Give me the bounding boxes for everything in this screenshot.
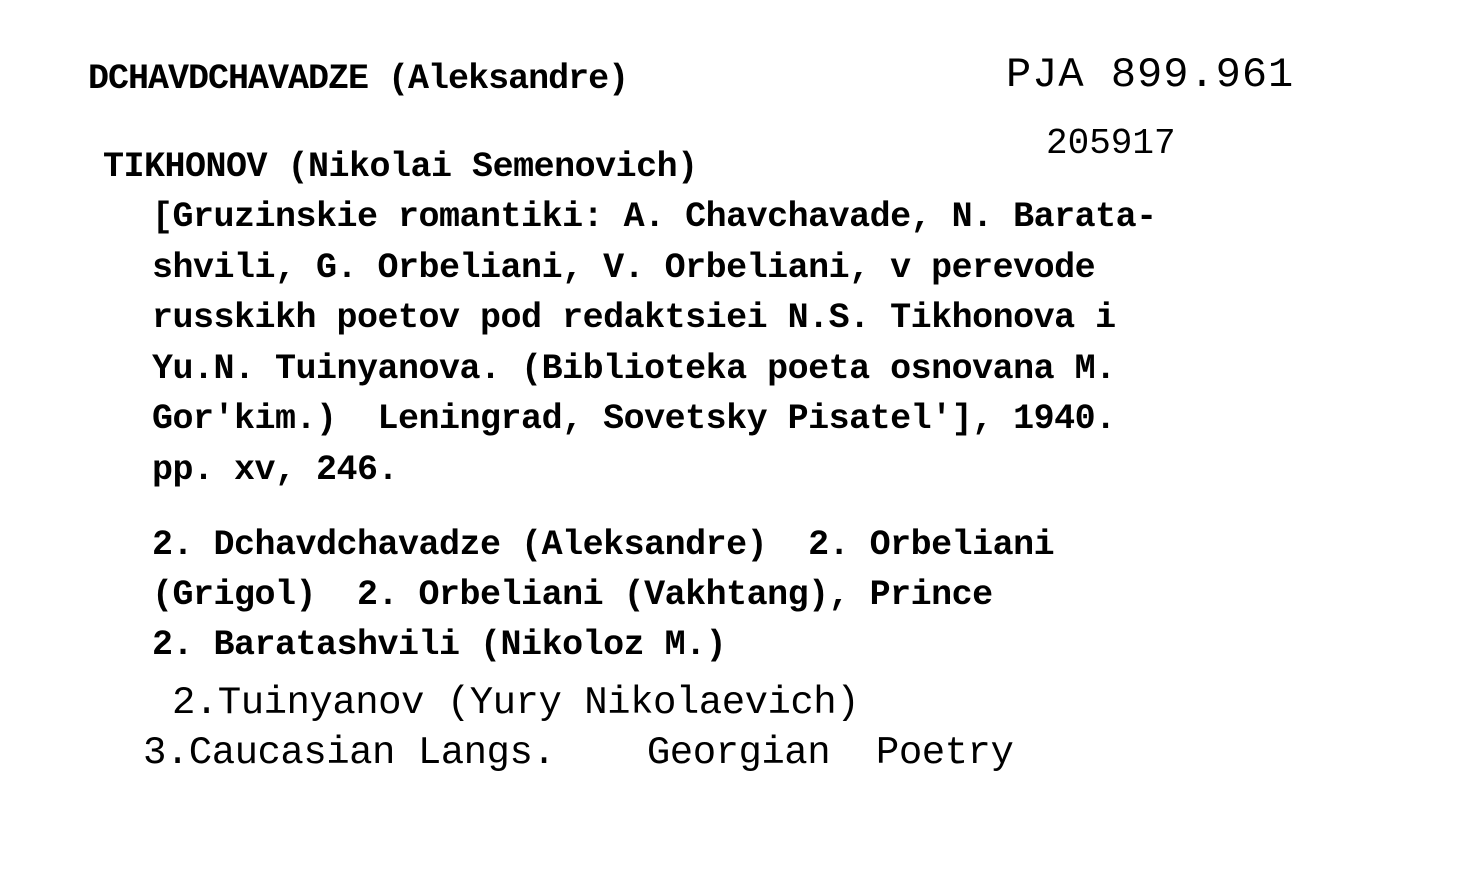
added-tracing-line: 2.Tuinyanov (Yury Nikolaevich) (172, 681, 860, 725)
description-line: Gor'kim.) Leningrad, Sovetsky Pisatel'], 1940. (152, 399, 1116, 439)
added-tracing-line: 3.Caucasian Langs. Georgian Poetry (143, 731, 1014, 775)
description-line: russkikh poetov pod redaktsiei N.S. Tikhonova i (152, 298, 1116, 338)
tracing-line: (Grigol) 2. Orbeliani (Vakhtang), Prince (152, 575, 993, 615)
tracing-line: 2. Baratashvili (Nikoloz M.) (152, 625, 727, 665)
tracing-line: 2. Dchavdchavadze (Aleksandre) 2. Orbeliani (152, 525, 1055, 565)
description-line: [Gruzinskie romantiki: A. Chavchavade, N. Barata- (152, 197, 1157, 237)
main-entry-author: TIKHONOV (Nikolai Semenovich) (103, 147, 698, 187)
accession-number: 205917 (1046, 123, 1176, 164)
description-line: Yu.N. Tuinyanova. (Biblioteka poeta osnovana M. (152, 349, 1116, 389)
subject-heading: DCHAVDCHAVADZE (Aleksandre) (88, 59, 629, 99)
description-line: pp. xv, 246. (152, 450, 399, 490)
description-line: shvili, G. Orbeliani, V. Orbeliani, v perevode (152, 248, 1096, 288)
call-number: PJA 899.961 (1006, 51, 1295, 99)
